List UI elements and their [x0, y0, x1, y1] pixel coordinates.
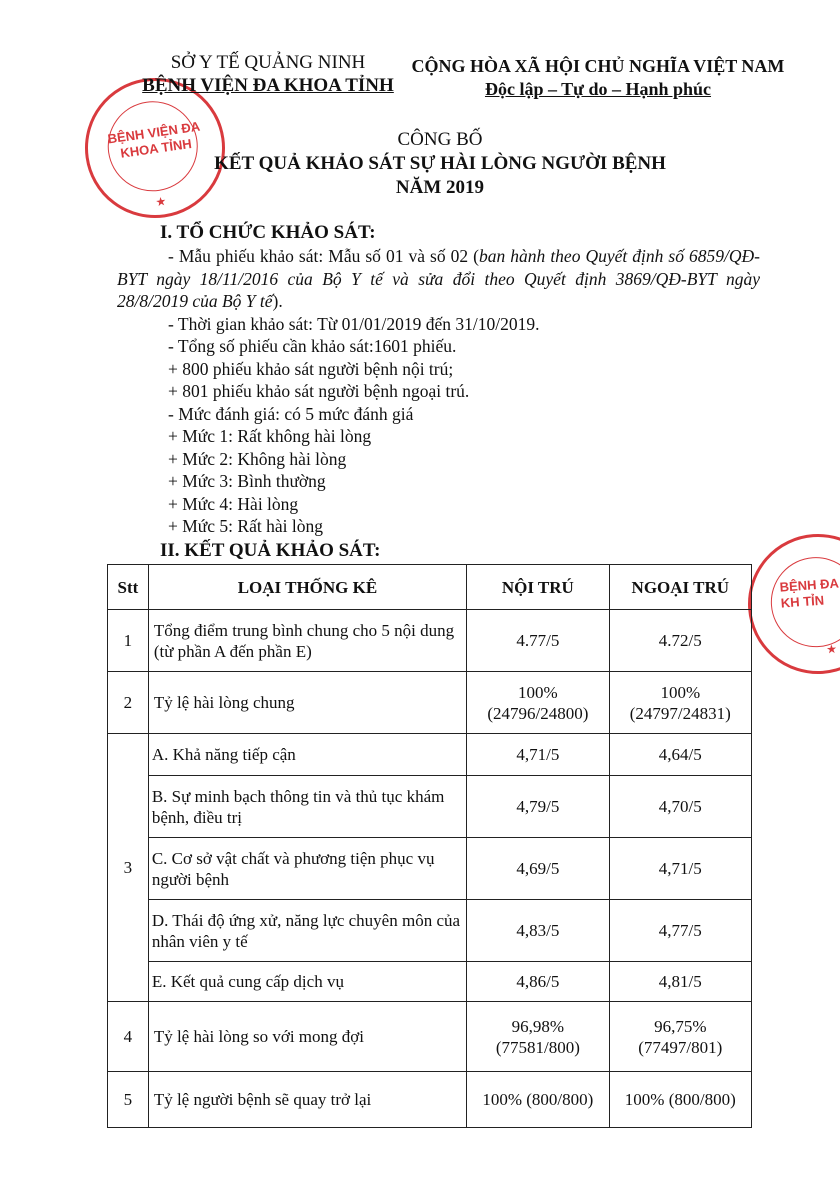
table-row: 1 Tổng điểm trung bình chung cho 5 nội dung (từ phần A đến phần E) 4.77/5 4.72/5	[108, 610, 752, 672]
survey-time: - Thời gian khảo sát: Từ 01/01/2019 đến 31/10/2019.	[168, 313, 540, 334]
survey-inpatient: + 800 phiếu khảo sát người bệnh nội trú;	[168, 358, 454, 379]
section-1-body	[117, 245, 760, 538]
survey-total: - Tổng số phiếu cần khảo sát:1601 phiếu.	[168, 336, 457, 356]
star-icon: ★	[825, 641, 838, 657]
seal-text-partial: BỆNH ĐA KH TỈN	[779, 575, 839, 611]
levels-intro: - Mức đánh giá: có 5 mức đánh giá	[168, 403, 414, 424]
table-row: E. Kết quả cung cấp dịch vụ 4,86/5 4,81/5	[108, 962, 752, 1002]
survey-form-line: - Mẫu phiếu khảo sát: Mẫu số 01 và số 02 (ban hành theo Quyết định số 6859/QĐ-BYT ngày 18/11/2016 của Bộ Y tế và sửa đổi theo Quyết định 3869/QĐ-BYT ngày 28/8/2019 của Bộ Y tế).	[117, 246, 760, 311]
level-item: + Mức 2: Không hài lòng	[168, 448, 347, 469]
table-row: 3 A. Khả năng tiếp cận 4,71/5 4,64/5	[108, 734, 752, 776]
title-line-2: KẾT QUẢ KHẢO SÁT SỰ HÀI LÒNG NGƯỜI BỆNH	[214, 153, 666, 174]
title-line-3: NĂM 2019	[395, 177, 485, 198]
star-icon: ★	[154, 194, 168, 210]
table-row: C. Cơ sở vật chất và phương tiện phục vụ người bệnh 4,69/5 4,71/5	[108, 838, 752, 900]
org-name: BỆNH VIỆN ĐA KHOA TỈNH	[142, 75, 394, 96]
hospital-seal-partial	[743, 529, 840, 678]
issuer-block	[118, 52, 418, 98]
national-header	[398, 55, 798, 101]
section-2-heading: II. KẾT QUẢ KHẢO SÁT:	[160, 540, 381, 561]
level-item: + Mức 1: Rất không hài lòng	[168, 426, 372, 446]
results-table	[107, 564, 752, 1128]
table-row: 2 Tỷ lệ hài lòng chung 100% (24796/24800) 100% (24797/24831)	[108, 672, 752, 734]
col-category: LOẠI THỐNG KÊ	[148, 565, 466, 610]
table-row: 4 Tỷ lệ hài lòng so với mong đợi 96,98% (77581/800) 96,75% (77497/801)	[108, 1002, 752, 1072]
table-row: 5 Tỷ lệ người bệnh sẽ quay trở lại 100% (800/800) 100% (800/800)	[108, 1072, 752, 1128]
title-line-1: CÔNG BỐ	[397, 129, 483, 150]
table-header-row	[108, 565, 752, 610]
col-outpatient: NGOẠI TRÚ	[609, 565, 751, 610]
level-item: + Mức 4: Hài lòng	[168, 493, 299, 514]
national-motto: Độc lập – Tự do – Hạnh phúc	[484, 79, 712, 99]
col-stt: Stt	[108, 565, 149, 610]
level-item: + Mức 5: Rất hài lòng	[168, 516, 323, 536]
survey-outpatient: + 801 phiếu khảo sát người bệnh ngoại trú.	[168, 381, 470, 401]
col-inpatient: NỘI TRÚ	[467, 565, 609, 610]
table-row: D. Thái độ ứng xử, năng lực chuyên môn của nhân viên y tế 4,83/5 4,77/5	[108, 900, 752, 962]
nation-name: CỘNG HÒA XÃ HỘI CHỦ NGHĨA VIỆT NAM	[411, 56, 785, 76]
document-title	[0, 128, 840, 200]
org-parent: SỞ Y TẾ QUẢNG NINH	[170, 52, 366, 73]
level-item: + Mức 3: Bình thường	[168, 471, 326, 491]
section-1-heading: I. TỔ CHỨC KHẢO SÁT:	[160, 222, 376, 243]
seal-text: BỆNH VIỆN ĐA KHOA TỈNH	[106, 118, 202, 161]
table-row: B. Sự minh bạch thông tin và thủ tục khám bệnh, điều trị 4,79/5 4,70/5	[108, 776, 752, 838]
